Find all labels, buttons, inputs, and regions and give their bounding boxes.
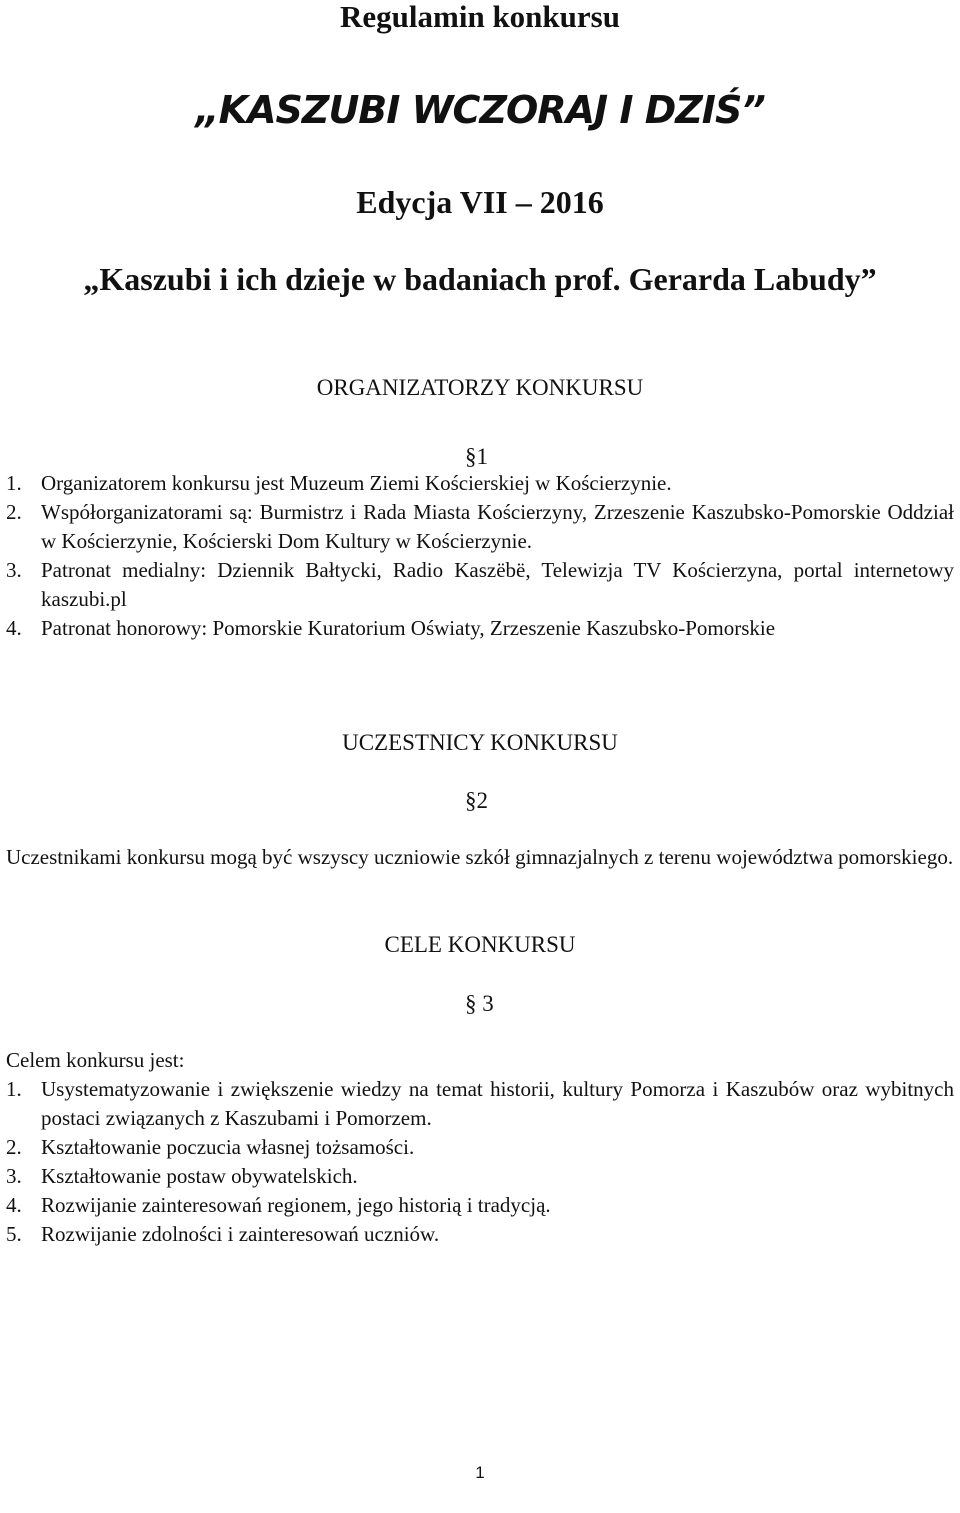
participants-heading: UCZESTNICY KONKURSU — [342, 730, 618, 755]
list-item-text: Rozwijanie zainteresowań regionem, jego historią i tradycją. — [41, 1193, 551, 1217]
list-item — [0, 1075, 960, 1133]
participants-text: Uczestnikami konkursu mogą być wszyscy uczniowie szkół gimnazjalnych z terenu województwa pomorskiego. — [6, 845, 954, 869]
list-item-text: Patronat honorowy: Pomorskie Kuratorium Oświaty, Zrzeszenie Kaszubsko-Pomorskie — [41, 616, 776, 640]
list-item-number: 1. — [6, 471, 22, 495]
list-item — [0, 614, 960, 643]
list-item-text: Rozwijanie zdolności i zainteresowań uczniów. — [41, 1222, 440, 1246]
list-item-text: Usystematyzowanie i zwiększenie wiedzy na temat historii, kultury Pomorza i Kaszubów oraz wybitnych postaci związanych z Kaszubami i Pomorzem. — [41, 1077, 954, 1130]
list-item-number: 5. — [6, 1222, 22, 1246]
list-item — [0, 498, 960, 556]
list-item-text: Patronat medialny: Dziennik Bałtycki, Radio Kaszëbë, Telewizja TV Kościerzyna, portal internetowy kaszubi.pl — [41, 558, 954, 611]
organizers-list — [0, 469, 960, 643]
list-item-text: Współorganizatorami są: Burmistrz i Rada Miasta Kościerzyny, Zrzeszenie Kaszubsko-Pomorskie Oddział w Kościerzynie, Kościerski Dom Kultury w Kościerzynie. — [41, 500, 954, 553]
theme-line: „Kaszubi i ich dzieje w badaniach prof. Gerarda Labudy” — [83, 261, 877, 297]
list-item-number: 3. — [6, 1164, 22, 1188]
contest-name: „KASZUBI WCZORAJ I DZIŚ” — [195, 88, 765, 132]
edition-line: Edycja VII – 2016 — [356, 184, 604, 220]
goals-list — [0, 1075, 960, 1249]
list-item — [0, 556, 960, 614]
goals-paragraph-mark: § 3 — [465, 991, 494, 1016]
list-item-text: Kształtowanie poczucia własnej tożsamości. — [41, 1135, 415, 1159]
goals-heading: CELE KONKURSU — [384, 932, 576, 957]
list-item — [0, 1191, 960, 1220]
page-number: 1 — [475, 1463, 485, 1482]
list-item-number: 2. — [6, 500, 22, 524]
list-item-text: Organizatorem konkursu jest Muzeum Ziemi Kościerskiej w Kościerzynie. — [41, 471, 672, 495]
list-item — [0, 1162, 960, 1191]
list-item-number: 3. — [6, 558, 22, 582]
list-item — [0, 469, 960, 498]
list-item-number: 2. — [6, 1135, 22, 1159]
goals-intro: Celem konkursu jest: — [6, 1048, 185, 1072]
document-title: Regulamin konkursu — [340, 0, 620, 34]
participants-paragraph-mark: §2 — [465, 788, 488, 813]
list-item — [0, 1220, 960, 1249]
list-item-number: 4. — [6, 616, 22, 640]
list-item-number: 1. — [6, 1077, 22, 1101]
list-item-text: Kształtowanie postaw obywatelskich. — [41, 1164, 358, 1188]
list-item — [0, 1133, 960, 1162]
list-item-number: 4. — [6, 1193, 22, 1217]
organizers-heading: ORGANIZATORZY KONKURSU — [316, 375, 644, 400]
organizers-paragraph-mark: §1 — [465, 444, 488, 469]
